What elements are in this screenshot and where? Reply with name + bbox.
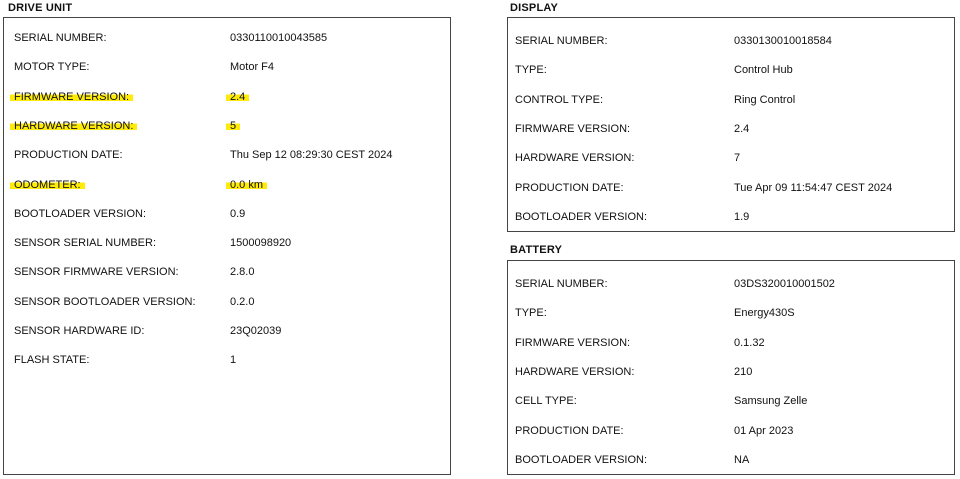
display-title: DISPLAY: [510, 2, 559, 14]
row-label: HARDWARE VERSION:: [515, 365, 635, 378]
table-row: [4, 325, 450, 345]
table-row: [508, 152, 954, 172]
row-label: TYPE:: [515, 307, 547, 320]
row-label: PRODUCTION DATE:: [515, 424, 624, 437]
row-label: TYPE:: [515, 64, 547, 77]
table-row: [508, 395, 954, 415]
row-label: HARDWARE VERSION:: [10, 120, 137, 132]
table-row: [4, 208, 450, 228]
table-row: [508, 35, 954, 55]
table-row: [4, 179, 450, 199]
row-value: 2.8.0: [230, 266, 255, 279]
row-value: 2.4: [226, 91, 249, 103]
table-row: [508, 182, 954, 202]
table-row: [508, 211, 954, 231]
row-label: SENSOR BOOTLOADER VERSION:: [14, 295, 196, 308]
row-label: FIRMWARE VERSION:: [10, 91, 133, 103]
table-row: [4, 149, 450, 169]
row-value: Ring Control: [734, 93, 796, 106]
row-value: 01 Apr 2023: [734, 424, 794, 437]
row-value: 7: [734, 152, 741, 165]
table-row: [508, 123, 954, 143]
drive-unit-panel: [3, 17, 451, 475]
row-value: 1.9: [734, 210, 750, 223]
table-row: [508, 366, 954, 386]
row-value: Control Hub: [734, 64, 793, 77]
table-row: [508, 307, 954, 327]
row-label: CONTROL TYPE:: [515, 93, 604, 106]
row-label: BOOTLOADER VERSION:: [515, 453, 648, 466]
row-value: Samsung Zelle: [734, 395, 808, 408]
row-value: Energy430S: [734, 307, 795, 320]
row-value: 1500098920: [230, 237, 292, 250]
row-value: 0330110010043585: [230, 32, 328, 44]
row-label: BOOTLOADER VERSION:: [14, 207, 147, 220]
drive-unit-title: DRIVE UNIT: [8, 2, 73, 14]
row-value: 5: [226, 120, 240, 132]
row-label: FIRMWARE VERSION:: [515, 336, 631, 349]
row-value: 23Q02039: [230, 325, 282, 337]
table-row: [4, 296, 450, 316]
row-value: Thu Sep 12 08:29:30 CEST 2024: [230, 149, 393, 162]
table-row: [4, 237, 450, 257]
row-label: FIRMWARE VERSION:: [515, 122, 631, 135]
display-panel: [507, 17, 955, 232]
table-row: [508, 337, 954, 357]
row-value: 0.9: [230, 207, 246, 220]
battery-title: BATTERY: [510, 244, 563, 256]
row-label: SERIAL NUMBER:: [14, 32, 107, 44]
row-value: 03DS320010001502: [734, 278, 835, 290]
row-value: 210: [734, 365, 753, 378]
table-row: [508, 94, 954, 114]
row-label: MOTOR TYPE:: [14, 61, 90, 74]
row-label: SENSOR HARDWARE ID:: [14, 325, 145, 337]
row-label: SENSOR SERIAL NUMBER:: [14, 237, 157, 250]
row-value: 0.2.0: [230, 295, 255, 308]
row-value: 0.0 km: [226, 179, 267, 191]
table-row: [4, 266, 450, 286]
row-value: 1: [230, 354, 237, 367]
table-row: [508, 425, 954, 445]
row-label: PRODUCTION DATE:: [515, 181, 624, 194]
row-value: NA: [734, 453, 750, 466]
row-label: CELL TYPE:: [515, 395, 577, 408]
table-row: [4, 61, 450, 81]
table-row: [508, 454, 954, 474]
table-row: [4, 354, 450, 374]
row-label: FLASH STATE:: [14, 354, 90, 367]
row-label: SERIAL NUMBER:: [515, 35, 608, 47]
row-label: BOOTLOADER VERSION:: [515, 210, 648, 223]
table-row: [508, 278, 954, 298]
row-value: Motor F4: [230, 61, 275, 74]
row-label: SENSOR FIRMWARE VERSION:: [14, 266, 179, 279]
table-row: [4, 120, 450, 140]
row-label: SERIAL NUMBER:: [515, 278, 608, 290]
table-row: [4, 91, 450, 111]
row-label: HARDWARE VERSION:: [515, 152, 635, 165]
row-value: 0330130010018584: [734, 35, 832, 47]
row-label: ODOMETER:: [10, 179, 85, 191]
row-label: PRODUCTION DATE:: [14, 149, 123, 162]
table-row: [508, 64, 954, 84]
row-value: Tue Apr 09 11:54:47 CEST 2024: [734, 181, 893, 194]
row-value: 2.4: [734, 122, 750, 135]
row-value: 0.1.32: [734, 336, 765, 349]
battery-panel: [507, 260, 955, 475]
table-row: [4, 32, 450, 52]
